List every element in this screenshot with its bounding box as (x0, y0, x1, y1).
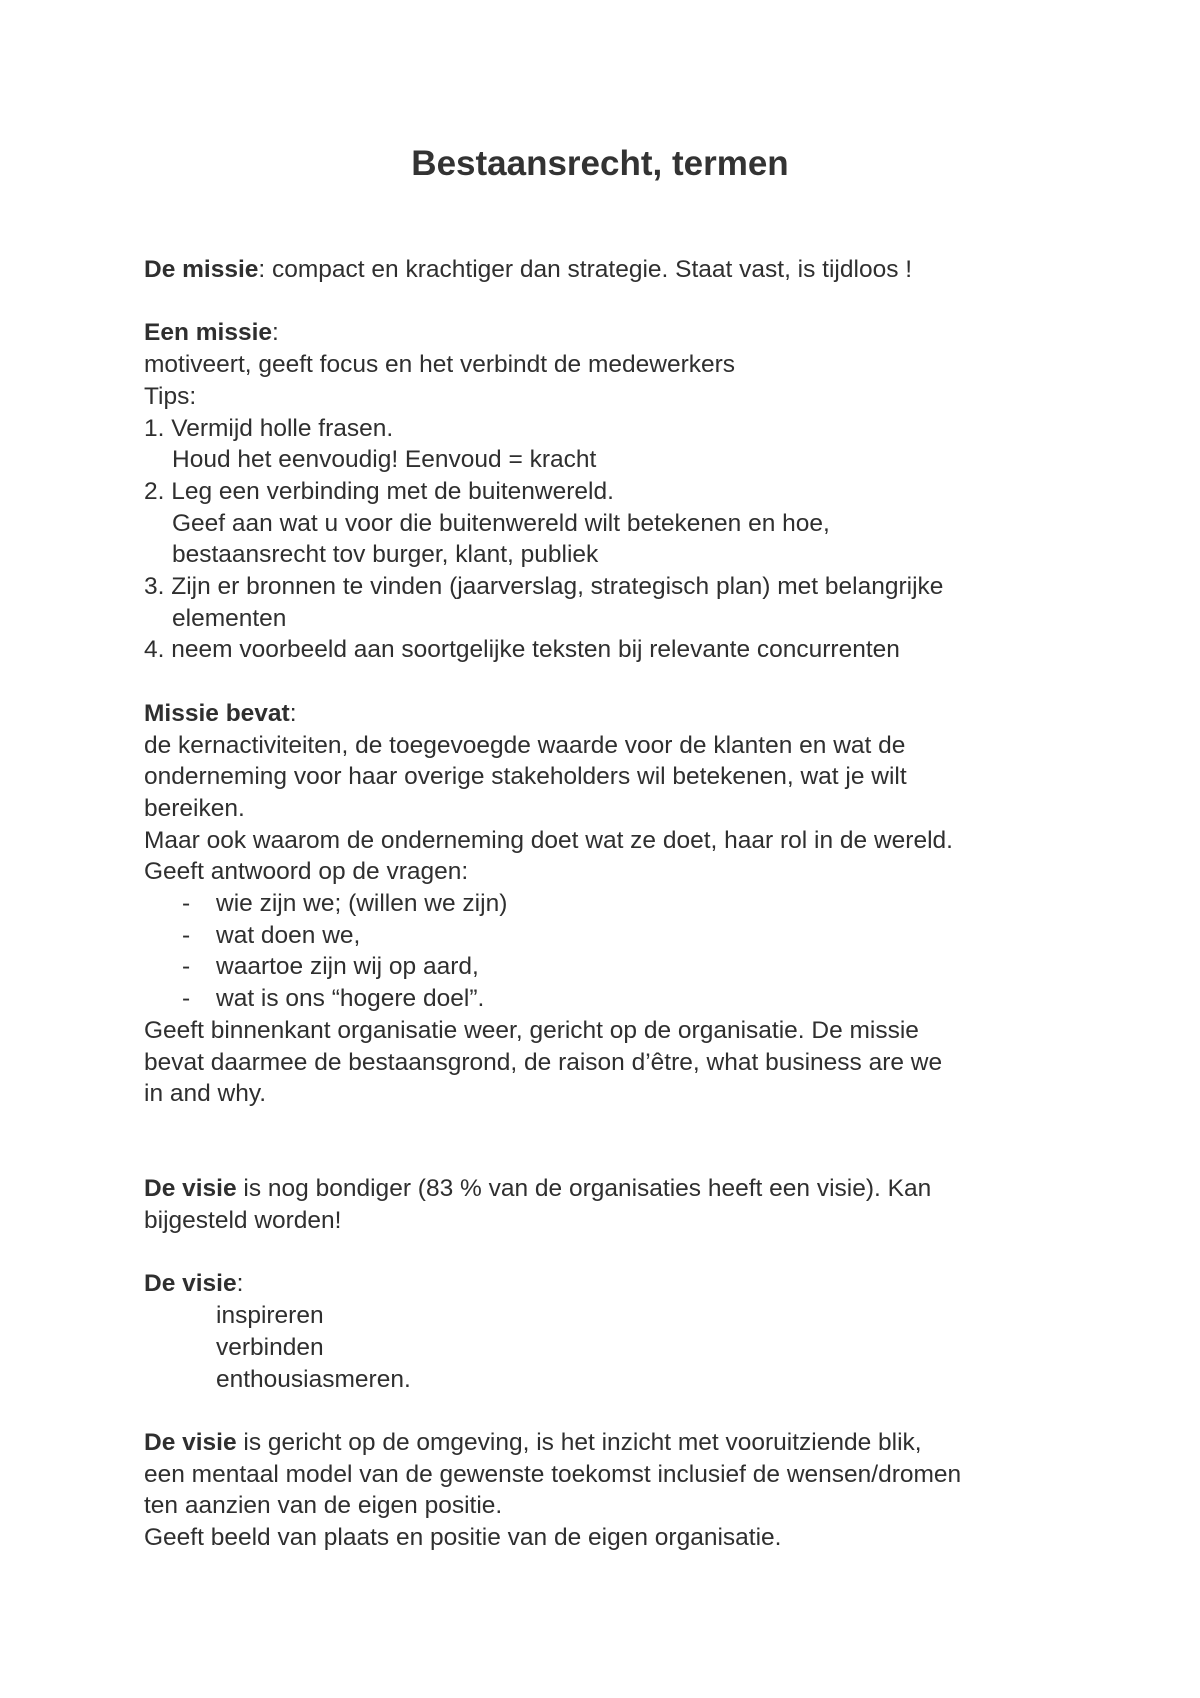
question-item (144, 983, 1200, 1015)
missie-intro-text: : compact en krachtiger dan strategie. Staat vast, is tijdloos ! (258, 256, 913, 283)
tip-item: 3. Zijn er bronnen te vinden (jaarverslag, strategisch plan) met belangrijke (144, 573, 944, 601)
tip-item: 2. Leg een verbinding met de buitenwereld. (144, 477, 614, 505)
missie-bevat-label: Missie bevat (144, 699, 290, 727)
visie-detail-line: ten aanzien van de eigen positie. (144, 1492, 503, 1520)
visie-item: inspireren (216, 1302, 324, 1330)
een-missie-heading (144, 317, 1200, 349)
missie-bevat-heading (144, 698, 1200, 730)
visie-detail-line: Geeft beeld van plaats en positie van de eigen organisatie. (144, 1524, 782, 1552)
missie-closing-line: in and why. (144, 1080, 267, 1108)
visie-item: enthousiasmeren. (216, 1365, 411, 1393)
visie-intro-line: bijgesteld worden! (144, 1207, 342, 1235)
tip-item: bestaansrecht tov burger, klant, publiek (172, 541, 599, 569)
missie-intro (144, 254, 1200, 286)
missie-bevat-line: Maar ook waarom de onderneming doet wat ze doet, haar rol in de wereld. (144, 826, 953, 854)
dash-bullet: - (182, 890, 191, 918)
de-visie-label: De visie (144, 1270, 237, 1298)
tip-item: 4. neem voorbeeld aan soortgelijke teksten bij relevante concurrenten (144, 636, 900, 664)
missie-closing-line: bevat daarmee de bestaansgrond, de raison d’être, what business are we (144, 1048, 943, 1076)
missie-bevat-colon: : (289, 699, 297, 727)
missie-intro-label: De missie (144, 256, 259, 283)
visie-detail-text: is gericht op de omgeving, is het inzicht met vooruitziende blik, (236, 1428, 922, 1456)
visie-intro (144, 1173, 1200, 1205)
missie-bevat-line: bereiken. (144, 794, 245, 822)
tip-item: elementen (172, 604, 287, 632)
de-visie-colon: : (236, 1270, 244, 1298)
question-text: waartoe zijn wij op aard, (216, 953, 479, 981)
visie-detail-label: De visie (144, 1428, 237, 1456)
page-title: Bestaansrecht, termen (411, 144, 789, 183)
visie-detail (144, 1427, 1200, 1459)
dash-bullet: - (182, 921, 191, 949)
visie-intro-label: De visie (144, 1175, 237, 1203)
tip-item: 1. Vermijd holle frasen. (144, 414, 394, 442)
de-visie-heading (144, 1268, 1200, 1300)
question-text: wat is ons “hogere doel”. (216, 985, 485, 1013)
missie-bevat-line: onderneming voor haar overige stakeholders wil betekenen, wat je wilt (144, 763, 907, 791)
question-item (144, 920, 1200, 952)
question-item (144, 951, 1200, 983)
een-missie-line: motiveert, geeft focus en het verbindt de medewerkers (144, 351, 736, 379)
visie-item: verbinden (216, 1333, 324, 1361)
een-missie-label: Een missie (144, 319, 273, 347)
tip-item: Geef aan wat u voor die buitenwereld wilt betekenen en hoe, (172, 509, 830, 537)
dash-bullet: - (182, 953, 191, 981)
tips-label: Tips: (144, 382, 197, 410)
dash-bullet: - (182, 985, 191, 1013)
missie-bevat-line: Geeft antwoord op de vragen: (144, 858, 469, 886)
visie-intro-text: is nog bondiger (83 % van de organisaties heeft een visie). Kan (236, 1175, 932, 1203)
question-text: wie zijn we; (willen we zijn) (216, 890, 508, 918)
missie-closing-line: Geeft binnenkant organisatie weer, gericht op de organisatie. De missie (144, 1016, 919, 1044)
visie-detail-line: een mentaal model van de gewenste toekomst inclusief de wensen/dromen (144, 1460, 962, 1488)
tip-item: Houd het eenvoudig! Eenvoud = kracht (172, 446, 597, 474)
missie-bevat-line: de kernactiviteiten, de toegevoegde waarde voor de klanten en wat de (144, 731, 906, 759)
een-missie-colon: : (272, 319, 279, 347)
question-item (144, 888, 1200, 920)
question-text: wat doen we, (216, 921, 361, 949)
